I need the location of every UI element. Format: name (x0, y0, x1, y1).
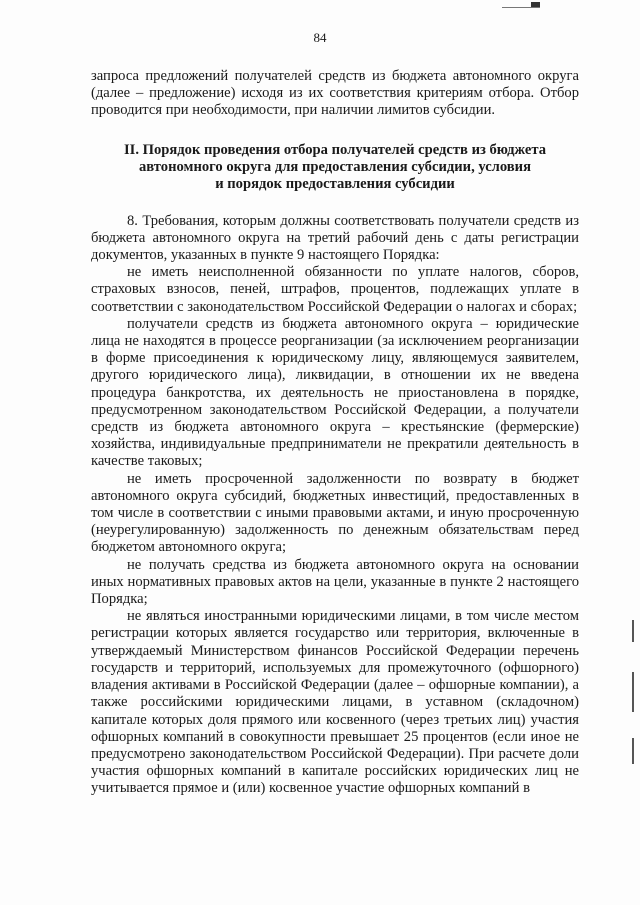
section-heading-line: и порядок предоставления субсидии (215, 175, 455, 192)
requirement-paragraph: не являться иностранными юридическими лицами, в том числе местом регистрации которых является государство или территория, включенные в утверждаемый Министерством финансов Российской Федерации перечень государств и территорий, используемых для промежуточного (офшорного) владения активами в Российской Федерации (далее – офшорные компании), а также российскими юридическими лицами, в уставном (складочном) капитале которых доля прямого или косвенного (через третьих лиц) участия офшорных компаний в совокупности превышает 25 процентов (если иное не предусмотрено законодательством Российской Федерации). При расчете доли участия офшорных компаний в капитале российских юридических лиц не учитывается прямое и (или) косвенное участие офшорных компаний в (91, 608, 579, 797)
document-body (91, 68, 579, 798)
requirement-paragraph: не получать средства из бюджета автономного округа на основании иных нормативных правовых актов на цели, указанные в пункте 2 настоящего Порядка; (91, 556, 579, 608)
requirement-paragraph: не иметь просроченной задолженности по возврату в бюджет автономного округа субсидий, бюджетных инвестиций, предоставленных в том числе в соответствии с иными правовыми актами, и иную просроченную (неурегулированную) задолженность по денежным обязательствам перед бюджетом автономного округа; (91, 470, 579, 556)
section-heading (91, 142, 579, 193)
requirement-paragraph: не иметь неисполненной обязанности по уплате налогов, сборов, страховых взносов, пеней, штрафов, процентов, подлежащих уплате в соответствии с законодательством Российской Федерации о налогах и сборах; (91, 264, 579, 315)
intro-paragraph: запроса предложений получателей средств из бюджета автономного округа (далее – предложение) исходя из их соответствия критериям отбора. Отбор проводится при необходимости, при наличии лимитов субсидии. (91, 68, 579, 119)
scan-margin-mark (632, 738, 634, 764)
scan-margin-mark (632, 620, 634, 642)
section-heading-line: автономного округа для предоставления субсидии, условия (138, 158, 531, 175)
requirements-intro-paragraph: 8. Требования, которым должны соответствовать получатели средств из бюджета автономного округа на третий рабочий день с даты регистрации документов, указанных в пункте 9 настоящего Порядка: (91, 212, 579, 264)
page-number: 84 (313, 30, 327, 45)
scan-margin-mark (632, 672, 634, 712)
requirement-paragraph: получатели средств из бюджета автономного округа – юридические лица не находятся в процессе реорганизации (за исключением реорганизации в форме присоединения к юридическому лицу, являющемуся заявителем, другого юридического лица), ликвидации, в отношении их не введена процедура банкротства, их деятельность не приостановлена в порядке, предусмотренном законодательством Российской Федерации, а получатели средств из бюджета автономного округа – крестьянские (фермерские) хозяйства, индивидуальные предприниматели не прекратили деятельность в качестве таковых; (91, 315, 579, 470)
section-heading-line: II. Порядок проведения отбора получателей средств из бюджета (123, 141, 546, 158)
scan-artifact (502, 2, 540, 8)
